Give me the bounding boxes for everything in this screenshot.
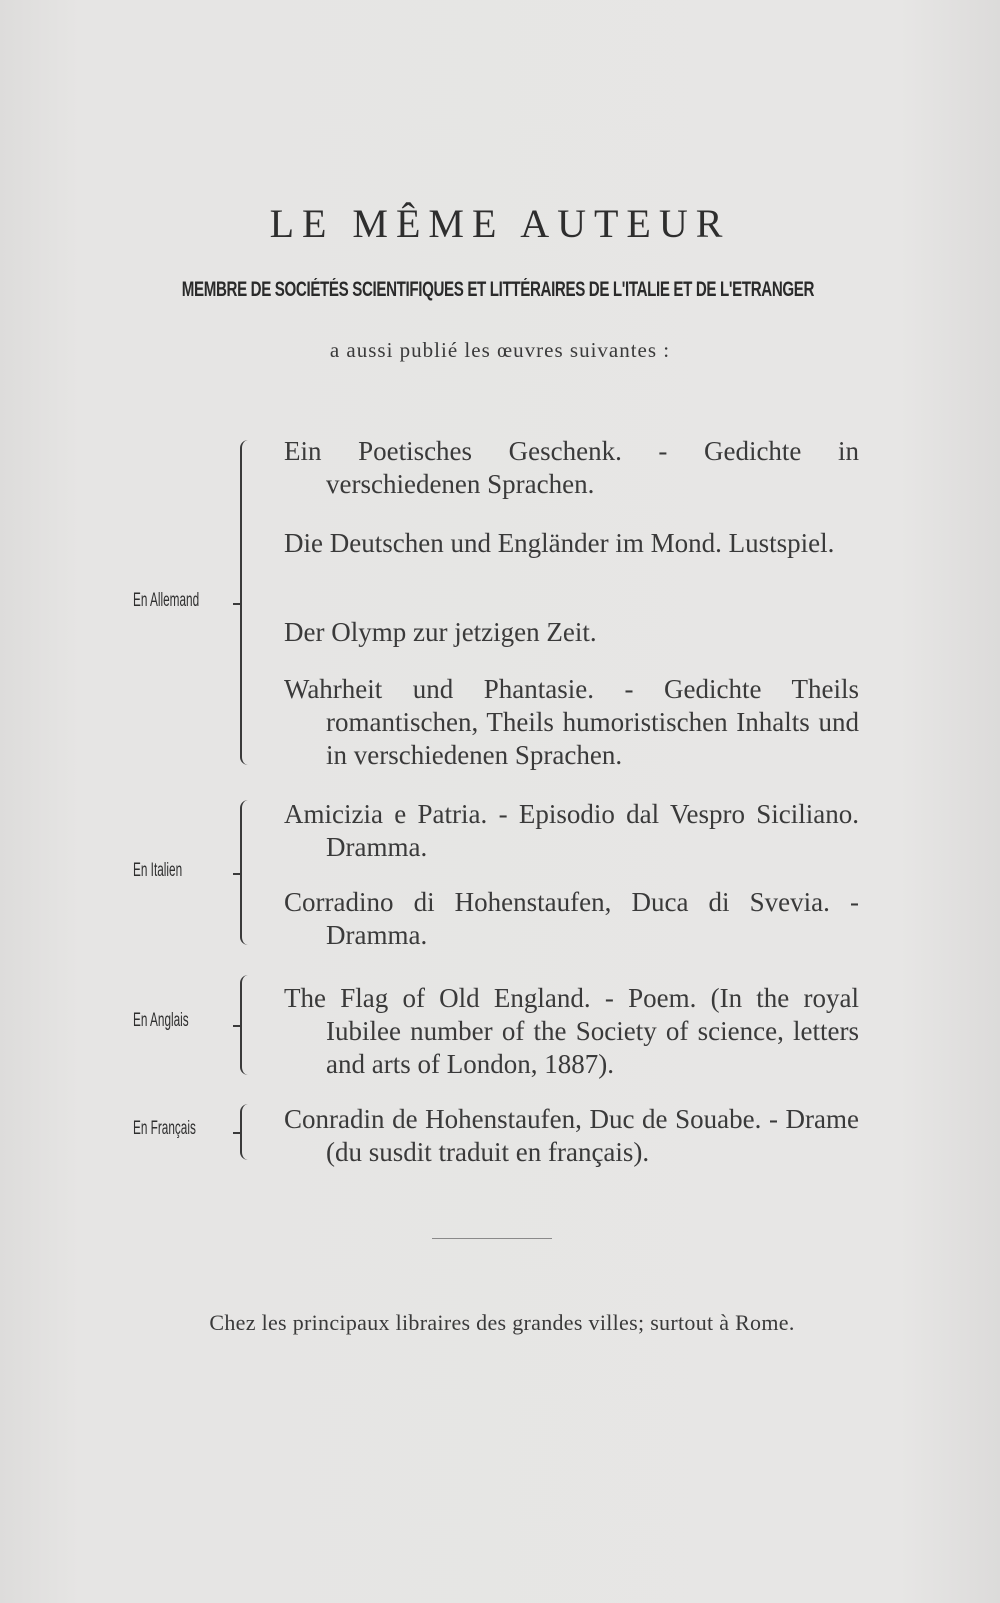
- section-brace-italien: [240, 800, 256, 945]
- divider: [432, 1238, 552, 1239]
- section-label-anglais: En Anglais: [133, 1010, 189, 1031]
- publisher-note: Chez les principaux libraires des grandes villes; surtout à Rome.: [209, 1310, 795, 1335]
- work-entry: Amicizia e Patria. - Episodio dal Vespro Siciliano. Dramma.: [284, 799, 859, 862]
- work-entry: Wahrheit und Phantasie. - Gedichte Theils romantischen, Theils humoristischen Inhalts und in verschiedenen Sprachen.: [284, 674, 859, 770]
- work-entry: Ein Poetisches Geschenk. - Gedichte in verschiedenen Sprachen.: [284, 436, 859, 499]
- page-title: LE MÊME AUTEUR: [269, 201, 731, 246]
- intro-line: a aussi publié les œuvres suivantes :: [329, 338, 671, 362]
- section-label-allemand: En Allemand: [133, 590, 200, 611]
- section-brace-francais: [240, 1104, 256, 1160]
- work-entry: Die Deutschen und Engländer im Mond. Lustspiel.: [284, 528, 835, 558]
- section-brace-allemand: [240, 440, 256, 765]
- work-entry: Der Olymp zur jetzigen Zeit.: [284, 617, 597, 647]
- work-entry: Corradino di Hohenstaufen, Duca di Svevia. - Dramma.: [284, 887, 859, 950]
- section-label-italien: En Italien: [133, 860, 183, 881]
- section-label-francais: En Français: [133, 1118, 196, 1139]
- author-affiliation: MEMBRE DE SOCIÉTÉS SCIENTIFIQUES ET LITTÉRAIRES DE L'ITALIE ET DE L'ETRANGER: [181, 278, 815, 301]
- section-brace-anglais: [240, 975, 256, 1075]
- work-entry: The Flag of Old England. - Poem. (In the royal Iubilee number of the Society of science, letters and arts of London, 1887).: [284, 983, 859, 1079]
- work-entry: Conradin de Hohenstaufen, Duc de Souabe. - Drame (du susdit traduit en français).: [284, 1104, 859, 1167]
